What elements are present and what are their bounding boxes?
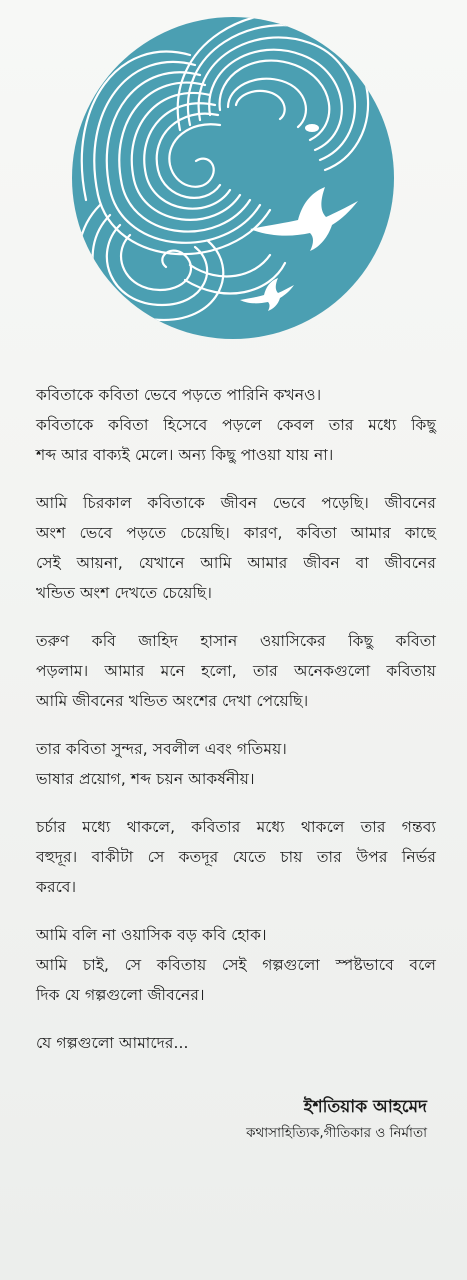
text-line: আমি চিরকাল কবিতাকে জীবন ভেবে পড়েছি। জীবনের xyxy=(36,494,436,512)
text-line: চর্চার মধ্যে থাকলে, কবিতার মধ্যে থাকলে তার গন্তব্য xyxy=(36,818,436,836)
author-name: ইশতিয়াক আহমেদ xyxy=(303,1097,427,1117)
author-role: কথাসাহিত্যিক,গীতিকার ও নির্মাতা xyxy=(246,1125,427,1141)
text-line: বহুদূর। বাকীটা সে কতদূর যেতে চায় তার উপর নির্ভর xyxy=(36,848,436,866)
text-line: কবিতাকে কবিতা হিসেবে পড়লে কেবল তার মধ্যে কিছু xyxy=(36,416,436,434)
paragraph xyxy=(36,812,436,902)
text-line: যে গল্পগুলো আমাদের... xyxy=(36,1034,189,1052)
text-line: পড়লাম। আমার মনে হলো, তার অনেকগুলো কবিতায় xyxy=(36,662,436,680)
author-signature xyxy=(246,1093,427,1145)
text-line: তার কবিতা সুন্দর, সবলীল এবং গতিময়। xyxy=(36,740,287,758)
text-line: আমি বলি না ওয়াসিক বড় কবি হোক। xyxy=(36,926,267,944)
text-line: দিক যে গল্পগুলো জীবনের। xyxy=(36,986,205,1004)
paragraph xyxy=(36,734,436,794)
paragraph xyxy=(36,920,436,1010)
text-line: আমি চাই, সে কবিতায় সেই গল্পগুলো স্পষ্টভাবে বলে xyxy=(36,956,436,974)
text-line: তরুণ কবি জাহিদ হাসান ওয়াসিকের কিছু কবিতা xyxy=(36,632,436,650)
text-line: অংশ ভেবে পড়তে চেয়েছি। কারণ, কবিতা আমার কাছে xyxy=(36,524,436,542)
text-line: করবে। xyxy=(36,878,77,896)
seed-shape xyxy=(305,124,319,132)
blurb-text xyxy=(36,380,436,1076)
paragraph xyxy=(36,488,436,608)
text-line: সেই আয়না, যেখানে আমি আমার জীবন বা জীবনের xyxy=(36,554,436,572)
text-line: খন্ডিত অংশ দেখতে চেয়েছি। xyxy=(36,584,213,602)
text-line: আমি জীবনের খন্ডিত অংশের দেখা পেয়েছি। xyxy=(36,692,309,710)
paragraph xyxy=(36,626,436,716)
emblem-graphic xyxy=(70,15,396,341)
paragraph xyxy=(36,1028,436,1058)
paragraph xyxy=(36,380,436,470)
text-line: শব্দ আর বাক্যই মেলে। অন্য কিছু পাওয়া যায় না। xyxy=(36,446,334,464)
text-line: কবিতাকে কবিতা ভেবে পড়তে পারিনি কখনও। xyxy=(36,386,322,404)
swirl-with-birds-icon xyxy=(70,15,396,341)
text-line: ভাষার প্রয়োগ, শব্দ চয়ন আকর্ষনীয়। xyxy=(36,770,255,788)
